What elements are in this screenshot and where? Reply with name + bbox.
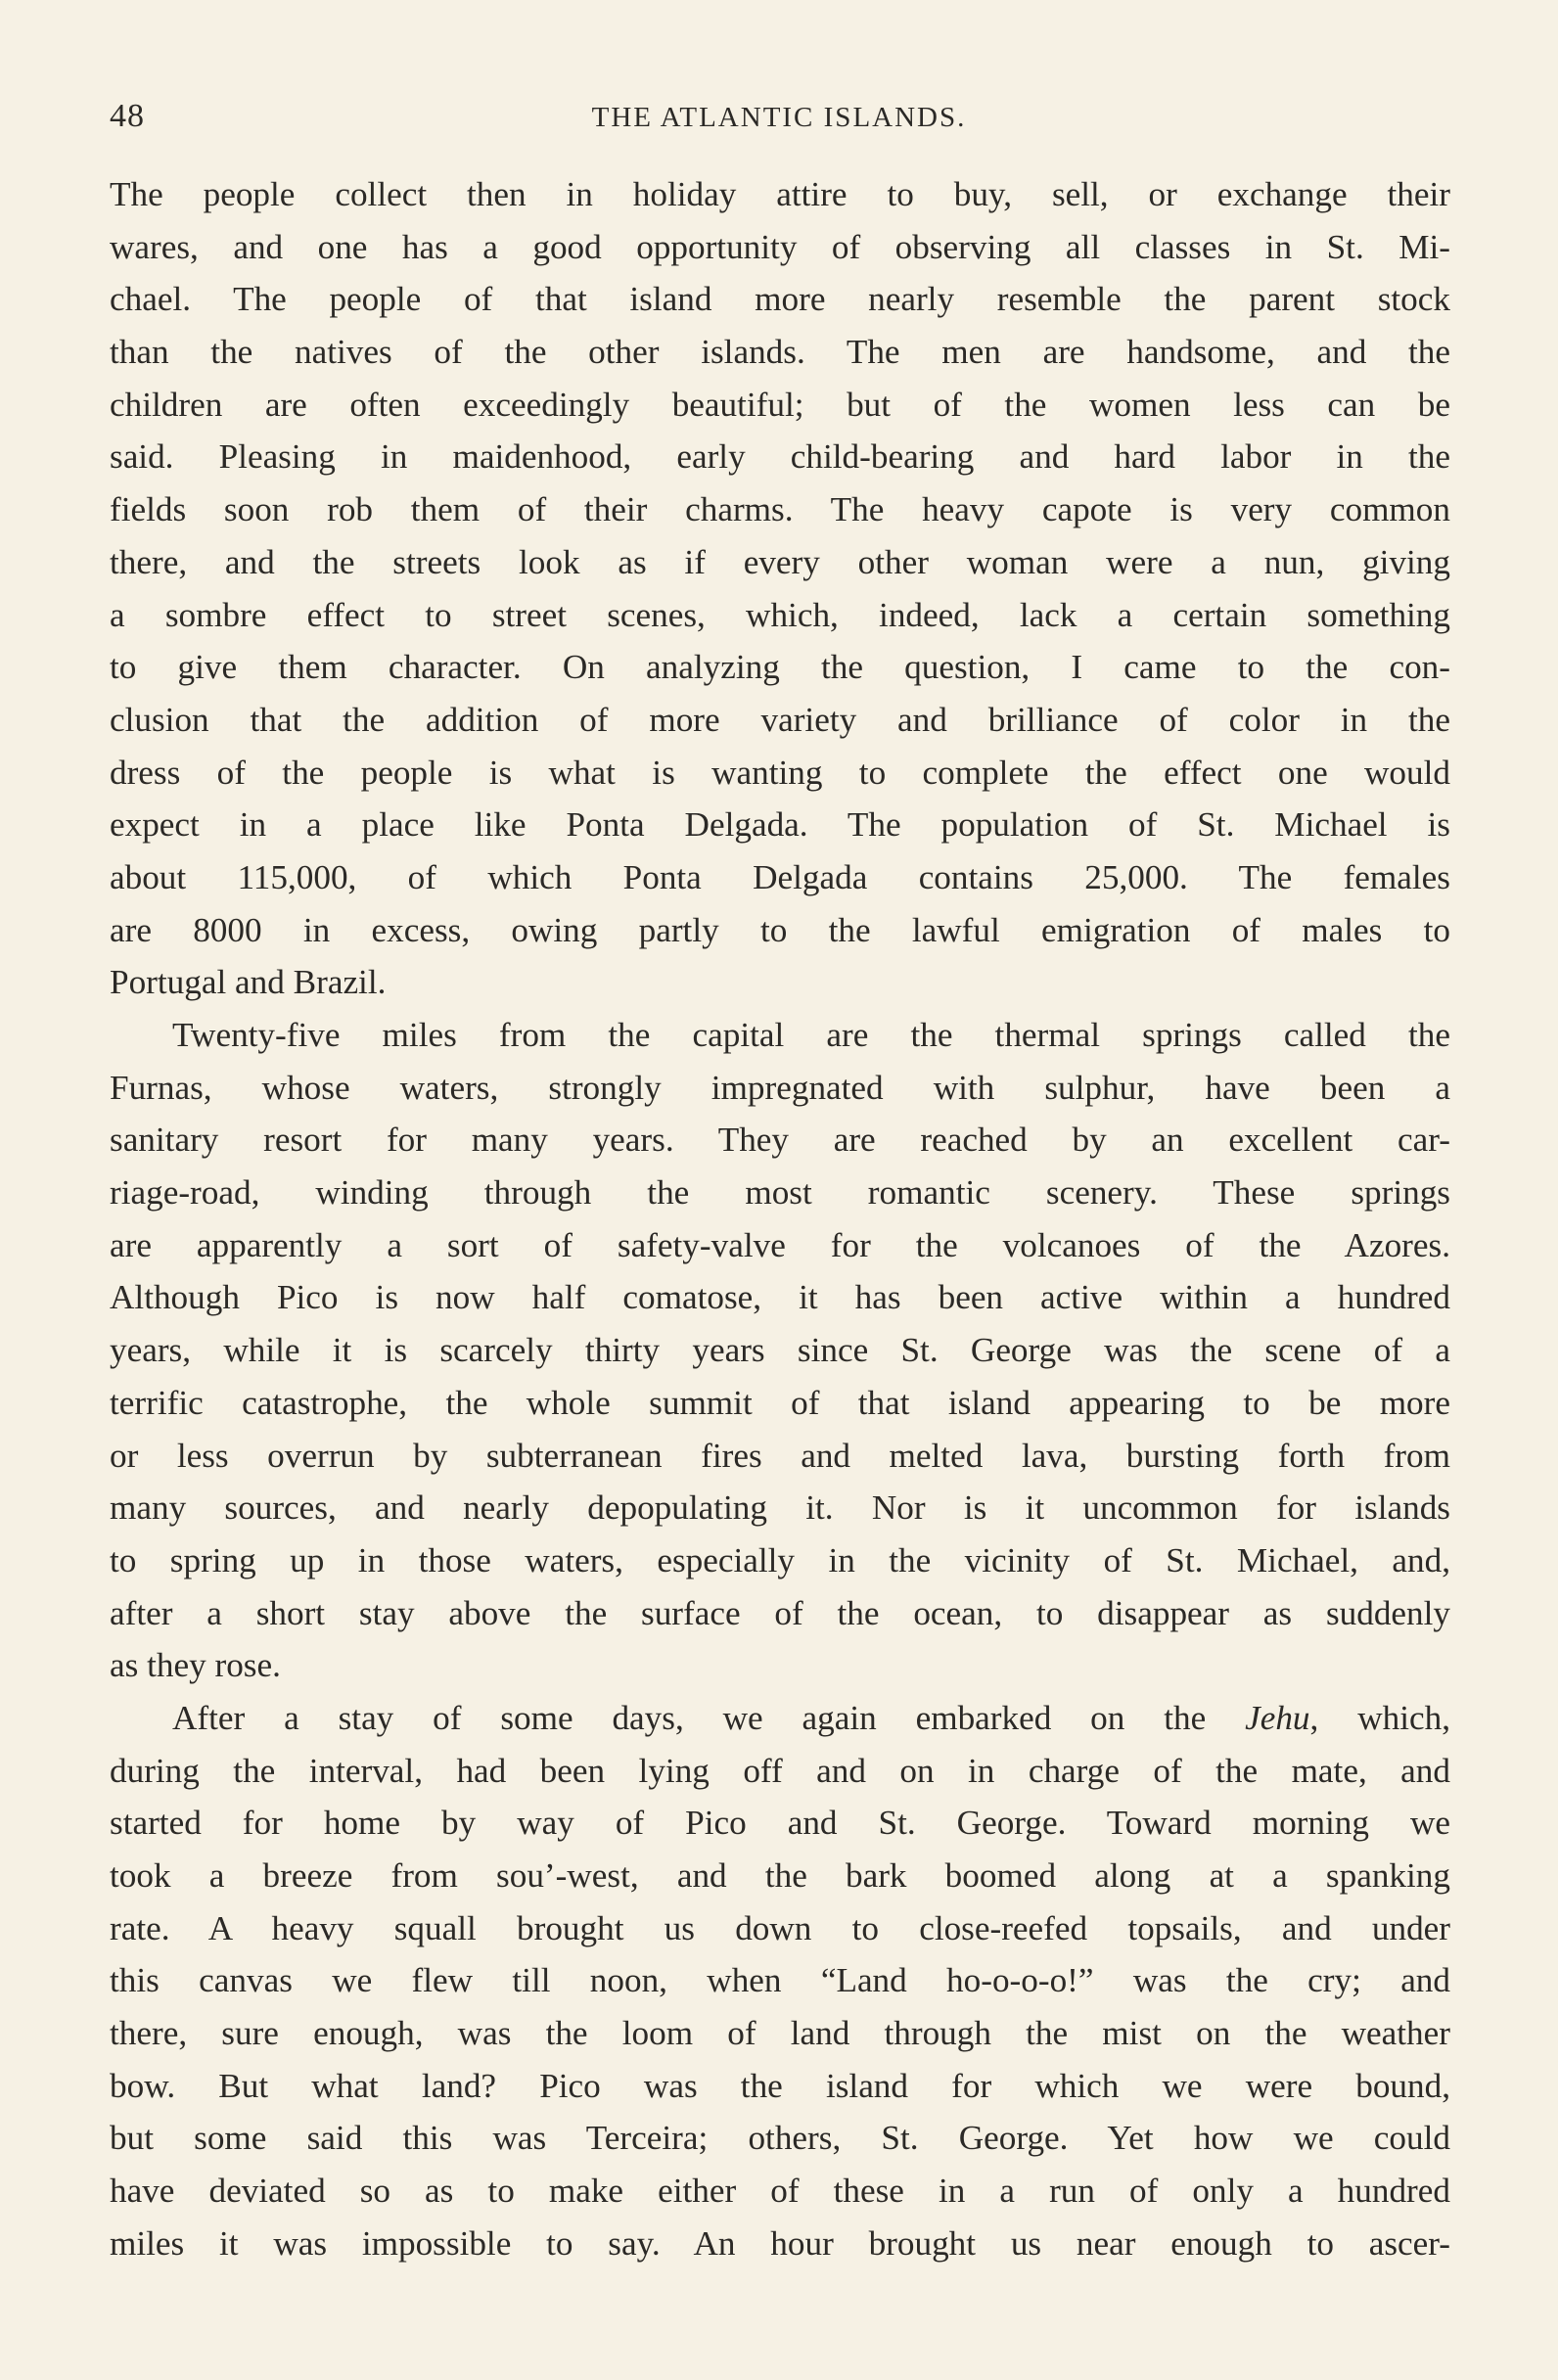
text-line: years, while it is scarcely thirty years since St. George was the scene of a (110, 1331, 1450, 1370)
text-line: are apparently a sort of safety-valve for the volcanoes of the Azores. (110, 1225, 1450, 1264)
text-line: Twenty-five miles from the capital are the thermal springs called the (172, 1016, 1450, 1054)
body-text (110, 168, 1450, 2270)
paragraph (110, 1692, 1450, 2270)
text-line: but some said this was Terceira; others, St. George. Yet how we could (110, 2119, 1450, 2158)
text-line: wares, and one has a good opportunity of observing all classes in St. Mi- (110, 227, 1450, 266)
text-line: fields soon rob them of their charms. The heavy capote is very common (110, 490, 1450, 529)
text-line: to spring up in those waters, especially in the vicinity of St. Michael, and, (110, 1540, 1450, 1579)
text-line: After a stay of some days, we again embarked on the Jehu, which, (172, 1698, 1450, 1737)
text-line: there, and the streets look as if every other woman were a nun, giving (110, 542, 1450, 581)
running-head (110, 98, 1448, 141)
text-line: started for home by way of Pico and St. George. Toward morning we (110, 1804, 1450, 1843)
text-line: expect in a place like Ponta Delgada. The population of St. Michael is (110, 805, 1450, 845)
paragraph (110, 1009, 1450, 1692)
text-line: this canvas we flew till noon, when “Land ho-o-o-o!” was the cry; and (110, 1961, 1450, 2000)
text-line: clusion that the addition of more variety and brilliance of color in the (110, 700, 1450, 739)
text-line: said. Pleasing in maidenhood, early child-bearing and hard labor in the (110, 437, 1450, 477)
text-line: many sources, and nearly depopulating it. Nor is it uncommon for islands (110, 1488, 1450, 1528)
text-line: or less overrun by subterranean fires and melted lava, bursting forth from (110, 1436, 1450, 1475)
text-line: terrific catastrophe, the whole summit of that island appearing to be more (110, 1383, 1450, 1422)
text-line: are 8000 in excess, owing partly to the lawful emigration of males to (110, 910, 1450, 949)
text-line: chael. The people of that island more nearly resemble the parent stock (110, 280, 1450, 319)
text-line: have deviated so as to make either of these in a run of only a hundred (110, 2172, 1450, 2211)
text-line: riage-road, winding through the most romantic scenery. These springs (110, 1173, 1450, 1213)
running-title: THE ATLANTIC ISLANDS. (591, 102, 967, 133)
text-line: Furnas, whose waters, strongly impregnated with sulphur, have been a (110, 1068, 1450, 1107)
ship-name: Jehu (1245, 1698, 1310, 1737)
text-line: a sombre effect to street scenes, which, indeed, lack a certain something (110, 595, 1450, 634)
text-line: as they rose. (110, 1646, 281, 1685)
paragraph (110, 168, 1450, 1009)
text-line: than the natives of the other islands. The men are handsome, and the (110, 333, 1450, 372)
text-line: bow. But what land? Pico was the island for which we were bound, (110, 2066, 1450, 2105)
text-line: Portugal and Brazil. (110, 963, 387, 1002)
text-line: to give them character. On analyzing the question, I came to the con- (110, 648, 1450, 687)
text-line: after a short stay above the surface of the ocean, to disappear as suddenly (110, 1593, 1450, 1632)
text-line: took a breeze from sou’-west, and the bark boomed along at a spanking (110, 1856, 1450, 1895)
text-line: dress of the people is what is wanting to complete the effect one would (110, 753, 1450, 792)
text-line: children are often exceedingly beautiful; but of the women less can be (110, 385, 1450, 424)
text-line: miles it was impossible to say. An hour brought us near enough to ascer- (110, 2223, 1450, 2263)
text-line: The people collect then in holiday attire to buy, sell, or exchange their (110, 175, 1450, 213)
text-line: Although Pico is now half comatose, it has been active within a hundred (110, 1278, 1450, 1317)
text-line: there, sure enough, was the loom of land through the mist on the weather (110, 2014, 1450, 2053)
text-line: sanitary resort for many years. They are reached by an excellent car- (110, 1121, 1450, 1160)
page-number: 48 (110, 98, 145, 134)
text-line: during the interval, had been lying off and on in charge of the mate, and (110, 1751, 1450, 1790)
text-line: rate. A heavy squall brought us down to close-reefed topsails, and under (110, 1908, 1450, 1947)
text-line: about 115,000, of which Ponta Delgada contains 25,000. The females (110, 857, 1450, 896)
